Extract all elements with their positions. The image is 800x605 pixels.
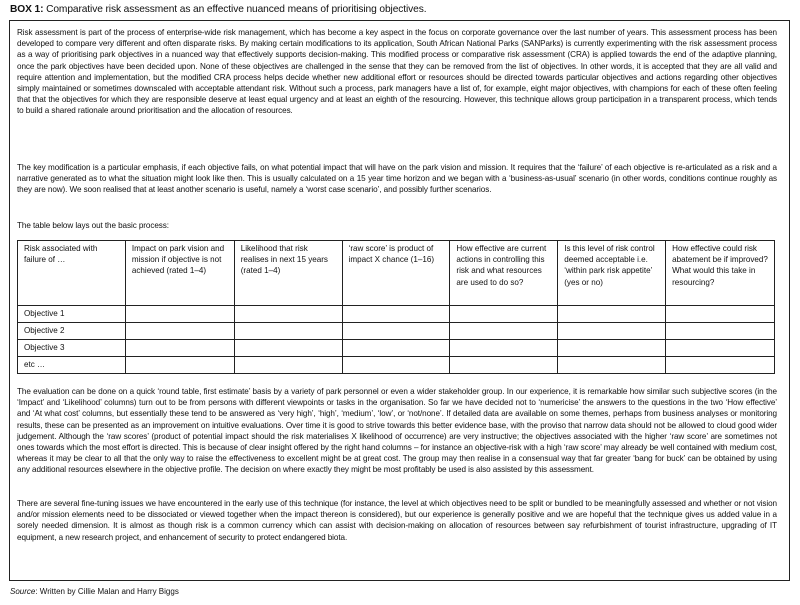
- table-cell: [125, 306, 234, 323]
- table-cell: [558, 306, 666, 323]
- table-header-cell: Is this level of risk control deemed acceptable i.e. ‘within park risk appetite’ (yes or no): [558, 241, 666, 306]
- table-cell: [125, 340, 234, 357]
- table-cell: [450, 323, 558, 340]
- table-cell: [234, 357, 342, 374]
- table-cell: [450, 306, 558, 323]
- table-cell: [342, 323, 450, 340]
- table-cell: [234, 340, 342, 357]
- paragraph-key-modification: The key modification is a particular emphasis, if each objective fails, on what potential impact that will have on the park vision and mission. It requires that the ‘failure’ of each objective is re-articulated as a risk and a narrative generated as to what the situation might look like then. This is usually calculated on a 15 year time horizon and we began with a ‘business-as-usual’ scenario (in other words, conditions continue roughly as they are now). We soon realised that at least another scenario is useful, namely a ‘worst case scenario’, and possibly further scenarios.: [17, 163, 777, 195]
- source-label: Source: [10, 587, 36, 596]
- table-cell: etc …: [18, 357, 126, 374]
- paragraph-table-intro: The table below lays out the basic process:: [17, 221, 169, 230]
- table-cell: Objective 3: [18, 340, 126, 357]
- table-header-cell: ‘raw score’ is product of impact X chance (1–16): [342, 241, 450, 306]
- table-cell: [342, 340, 450, 357]
- source-text: : Written by Cillie Malan and Harry Biggs: [35, 587, 179, 596]
- table-cell: [234, 306, 342, 323]
- table-cell: [666, 323, 775, 340]
- table-cell: Objective 2: [18, 323, 126, 340]
- table-cell: [558, 323, 666, 340]
- table-row: [18, 340, 775, 357]
- table-cell: [558, 340, 666, 357]
- table-row: [18, 357, 775, 374]
- box-title: [10, 4, 426, 15]
- table-header-cell: Impact on park vision and mission if objective is not achieved (rated 1–4): [125, 241, 234, 306]
- table-cell: [450, 357, 558, 374]
- paragraph-fine-tuning: There are several fine-tuning issues we have encountered in the early use of this technique (for instance, the level at which objectives need to be split or bundled to be meaningfully assessed and whether or not vision and/or mission elements need to be dissociated or viewed together when the impact thereon is considered), but our experience is generally positive and we are hopeful that the technique gives us added value in a sorely needed dimension. It is almost as though risk is a common currency which can assist with decision-making on allocation of resources between say refurbishment of tourist infrastructure, upgrading of IT equipment, a new research project, and enhancement of security to protect endangered biota.: [17, 499, 777, 542]
- table-cell: [666, 340, 775, 357]
- table-header-cell: Risk associated with failure of …: [18, 241, 126, 306]
- table-header-cell: How effective could risk abatement be if improved? What would this take in resourcing?: [666, 241, 775, 306]
- table-cell: [234, 323, 342, 340]
- table-cell: [666, 306, 775, 323]
- table-cell: [450, 340, 558, 357]
- table-header-cell: Likelihood that risk realises in next 15 years (rated 1–4): [234, 241, 342, 306]
- table-row: [18, 306, 775, 323]
- table-header-cell: How effective are current actions in controlling this risk and what resources are used to do so?: [450, 241, 558, 306]
- source-note: [10, 587, 179, 596]
- table-cell: [125, 357, 234, 374]
- box-title-text: Comparative risk assessment as an effective nuanced means of prioritising objectives.: [43, 4, 427, 15]
- paragraph-evaluation: The evaluation can be done on a quick ‘round table, first estimate’ basis by a variety of park personnel or even a wider stakeholder group. In our experience, it is remarkable how similar such subjective scores (in the ‘Impact’ and ‘Likelihood’ columns) turn out to be from persons with different viewpoints or tasks in the organisation. So far we have decided not to ‘numericise’ the answers to the questions in the two ‘How effective’ and ‘At what cost’ columns, but essentially these tend to be answered as ‘very high’, ‘high’, ‘medium’, ‘low’, or ‘not/none’. If detailed data are available on some themes, perhaps from business analyses or monitoring results, these can be presented as an improvement on intuitive evaluations. Over time it is good to strive towards this better evidence base, with the proviso that narrow data should not be allowed to cloud good wider judgement. Although the ‘raw scores’ (product of potential impact should the risk materialises X likelihood of occurrence) are very instructive; the objectives associated with the higher ‘raw score’ are sometimes not ones towards which the most effort is directed. This is because of clear insight offered by the right hand columns – for instance an objective-risk with a high ‘raw score’ may already be well contained with medium cost, whereas it may be clear to all that the only way to raise the effectiveness to excellent might be at great cost. The group may then realise in a consensual way that far greater ‘bang for buck’ can be obtained by using any additional resources elsewhere in the objective profile. The decision on where exactly they might be most profitably be used is also assisted by this assessment.: [17, 387, 777, 475]
- table-cell: [666, 357, 775, 374]
- table-cell: [342, 306, 450, 323]
- table-cell: Objective 1: [18, 306, 126, 323]
- risk-assessment-table: [17, 240, 775, 374]
- table-row: [18, 323, 775, 340]
- paragraph-intro: Risk assessment is part of the process of enterprise-wide risk management, which has become a key aspect in the focus on corporate governance over the last number of years. This assessment process has been developed to compare very different and often disparate risks. By making certain modifications to its application, South African National Parks (SANParks) is currently experimenting with the risk assessment process as a way of prioritising park objectives in a nuanced way that effectively supports decision-making. This modified process or comparative risk assessment (CRA) is applied towards the end of the adaptive planning, once the park objectives have been decided upon. None of these objectives are challenged in the sense that they can be removed from the list of objectives. In other words, it is accepted that they are all valid and require attention and implementation, but the modified CRA process helps decide whether new additional effort or resources should be directed towards particular objectives and actions regarding other objectives simply maintained or sometimes downscaled with acceptable attendant risk. Without such a process, park managers have a list of, for example, eight major objectives, with champions for each of these often feeling that that the objectives for which they are responsible deserve at least equal urgency and at least an eighth of the resourcing. However, this technique allows group participation in a transparent process, which tends to build a shared rationale around prioritisation and the allocation of resources.: [17, 28, 777, 116]
- table-cell: [125, 323, 234, 340]
- box-label: BOX 1:: [10, 4, 44, 15]
- table-cell: [558, 357, 666, 374]
- table-cell: [342, 357, 450, 374]
- table-header-row: [18, 241, 775, 306]
